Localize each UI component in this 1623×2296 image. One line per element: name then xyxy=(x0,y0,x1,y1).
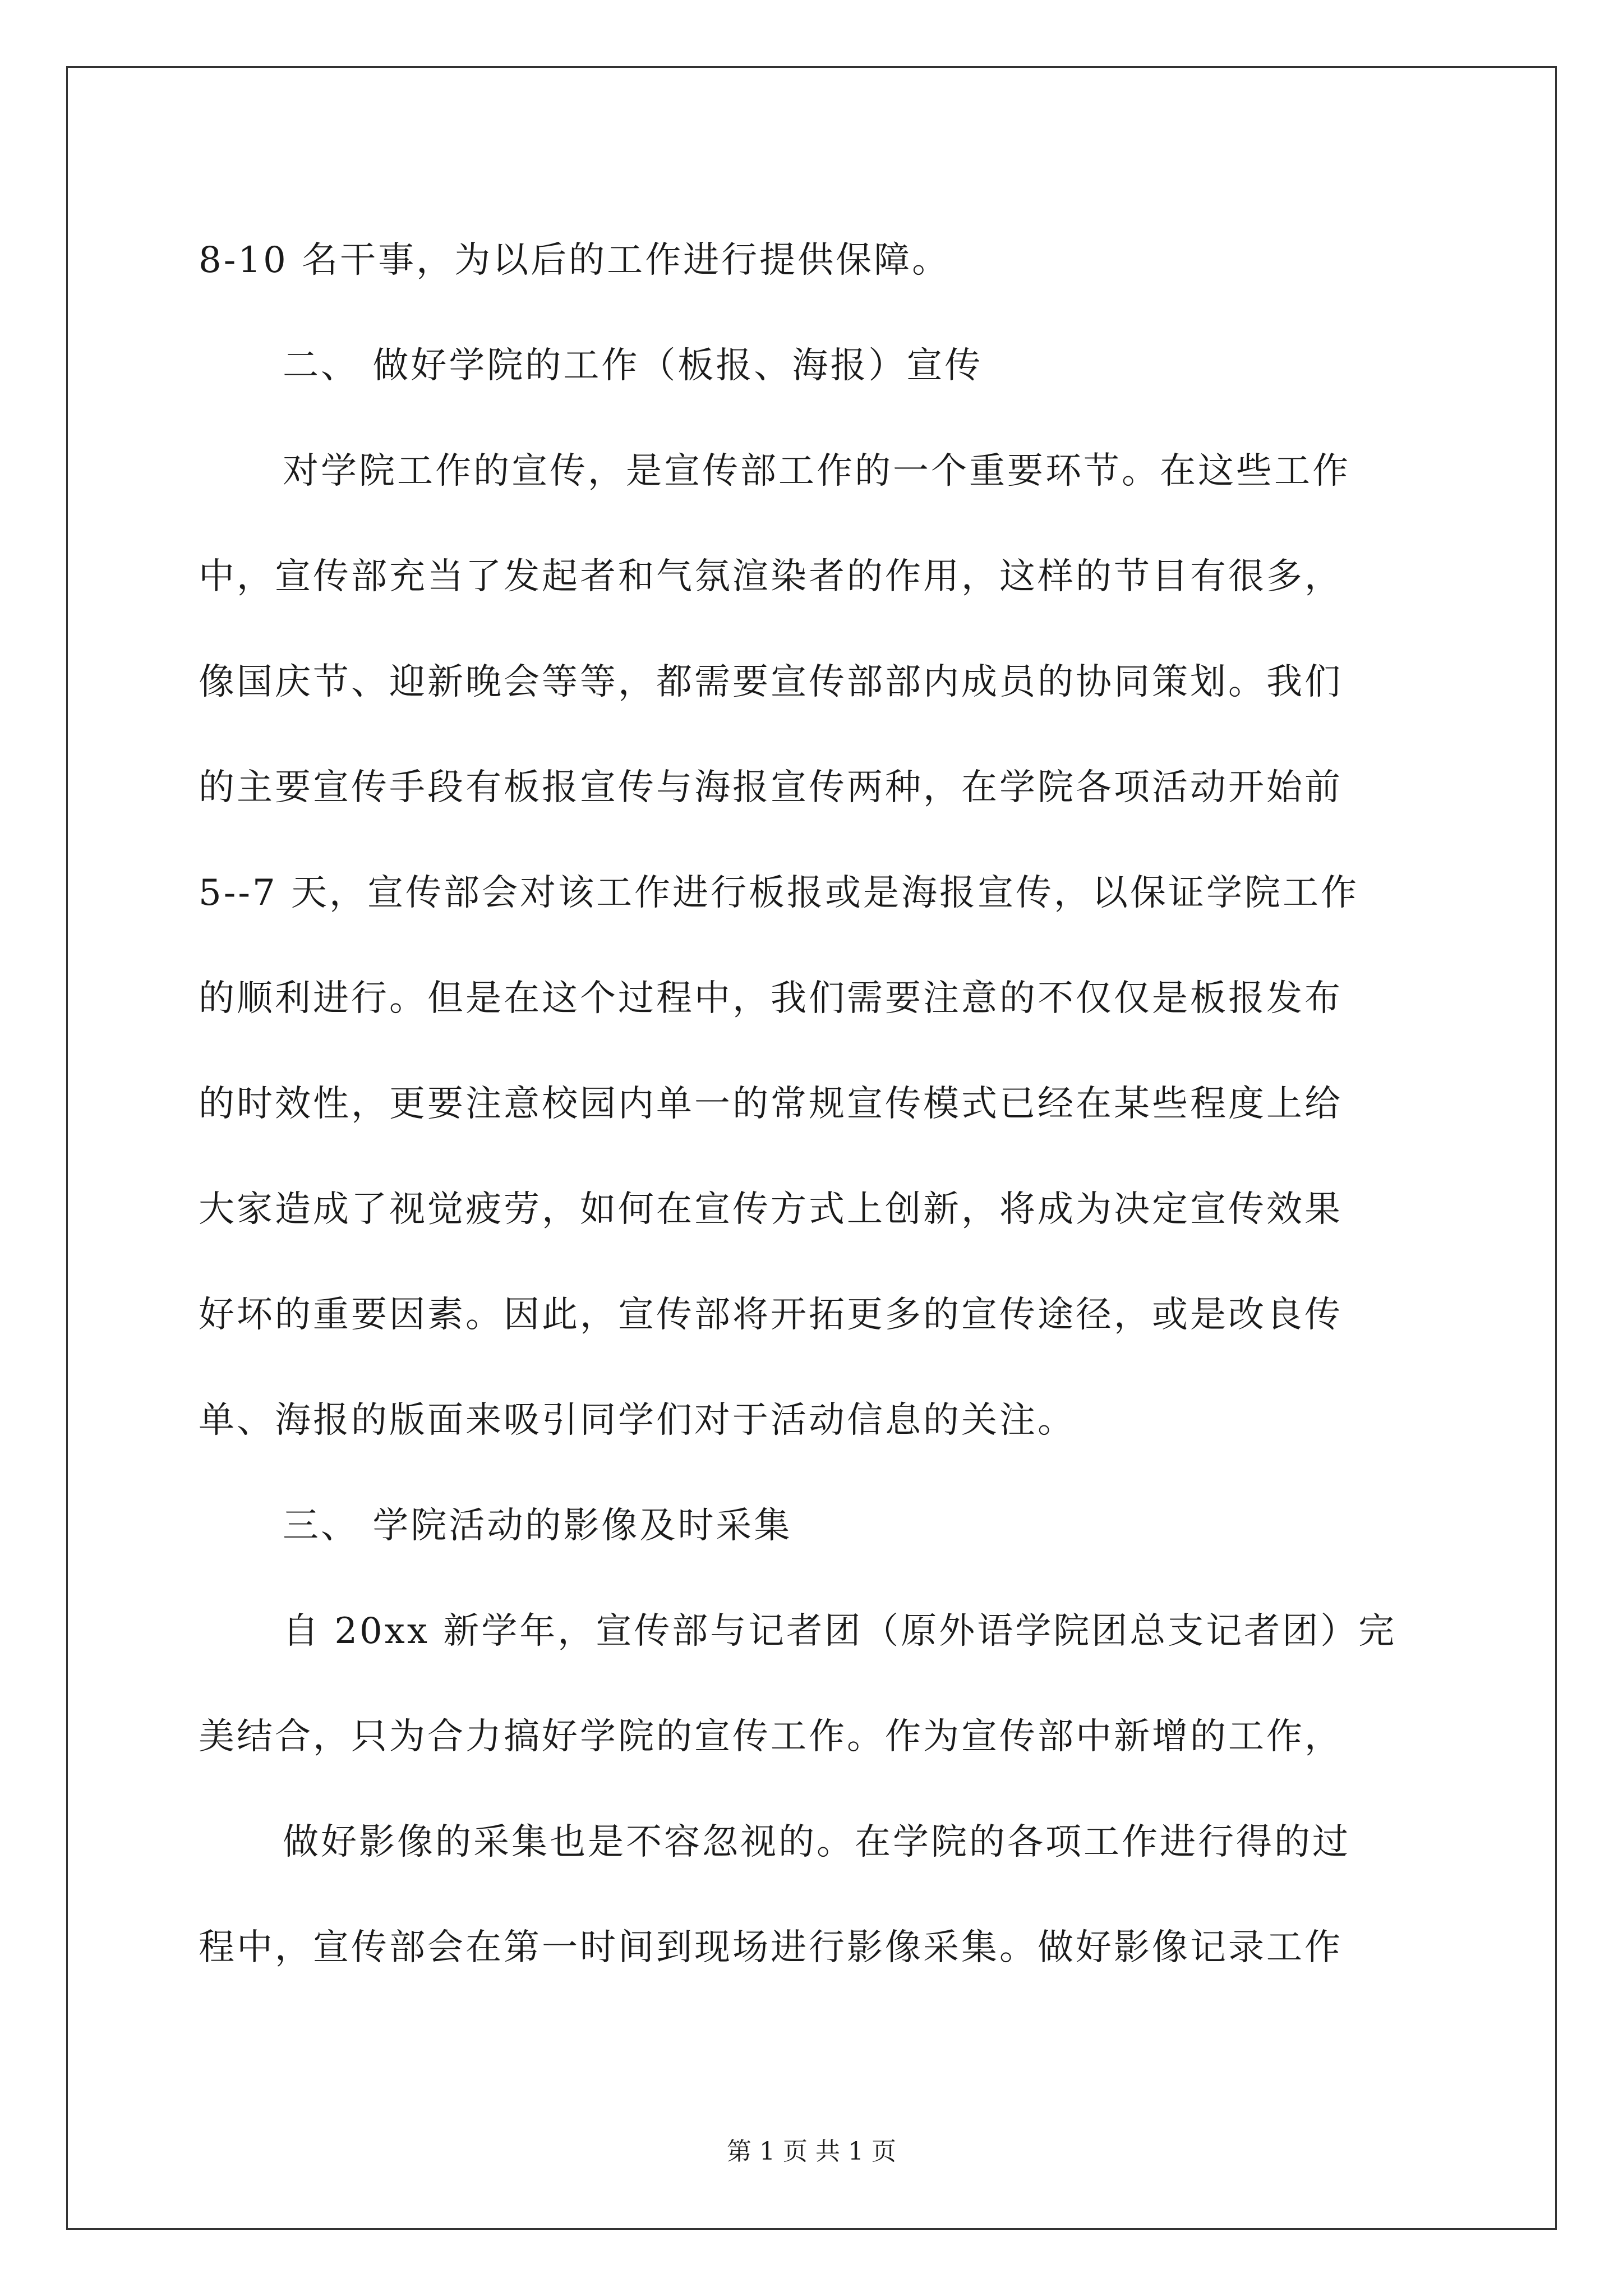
document-body xyxy=(199,208,1432,2000)
paragraph-line: 中，宣传部充当了发起者和气氛渲染者的作用，这样的节目有很多， xyxy=(199,556,1343,597)
paragraph-line: 5--7 天，宣传部会对该工作进行板报或是海报宣传，以保证学院工作 xyxy=(199,872,1359,914)
paragraph-line: 的时效性，更要注意校园内单一的常规宣传模式已经在某些程度上给 xyxy=(199,1083,1343,1125)
paragraph-line: 好坏的重要因素。因此，宣传部将开拓更多的宣传途径，或是改良传 xyxy=(199,1294,1343,1336)
paragraph-line: 像国庆节、迎新晚会等等，都需要宣传部部内成员的协同策划。我们 xyxy=(199,661,1343,703)
paragraph-line: 程中，宣传部会在第一时间到现场进行影像采集。做好影像记录工作 xyxy=(199,1927,1343,1968)
page-number-footer: 第 1 页 共 1 页 xyxy=(727,2137,896,2166)
paragraph-line: 的顺利进行。但是在这个过程中，我们需要注意的不仅仅是板报发布 xyxy=(199,978,1343,1019)
section-heading-2: 二、 做好学院的工作（板报、海报）宣传 xyxy=(283,345,983,386)
paragraph-line: 大家造成了视觉疲劳，如何在宣传方式上创新，将成为决定宣传效果 xyxy=(199,1189,1343,1230)
paragraph-line: 的主要宣传手段有板报宣传与海报宣传两种，在学院各项活动开始前 xyxy=(199,767,1343,808)
paragraph-line: 自 20xx 新学年，宣传部与记者团（原外语学院团总支记者团）完 xyxy=(283,1611,1397,1652)
body-line: 8-10 名干事，为以后的工作进行提供保障。 xyxy=(199,240,951,281)
paragraph-line: 对学院工作的宣传，是宣传部工作的一个重要环节。在这些工作 xyxy=(283,450,1350,492)
paragraph-line: 单、海报的版面来吸引同学们对于活动信息的关注。 xyxy=(199,1400,1076,1441)
section-heading-3: 三、 学院活动的影像及时采集 xyxy=(283,1505,792,1547)
paragraph-line: 做好影像的采集也是不容忽视的。在学院的各项工作进行得的过 xyxy=(283,1821,1350,1863)
paragraph-line: 美结合，只为合力搞好学院的宣传工作。作为宣传部中新增的工作， xyxy=(199,1716,1343,1757)
